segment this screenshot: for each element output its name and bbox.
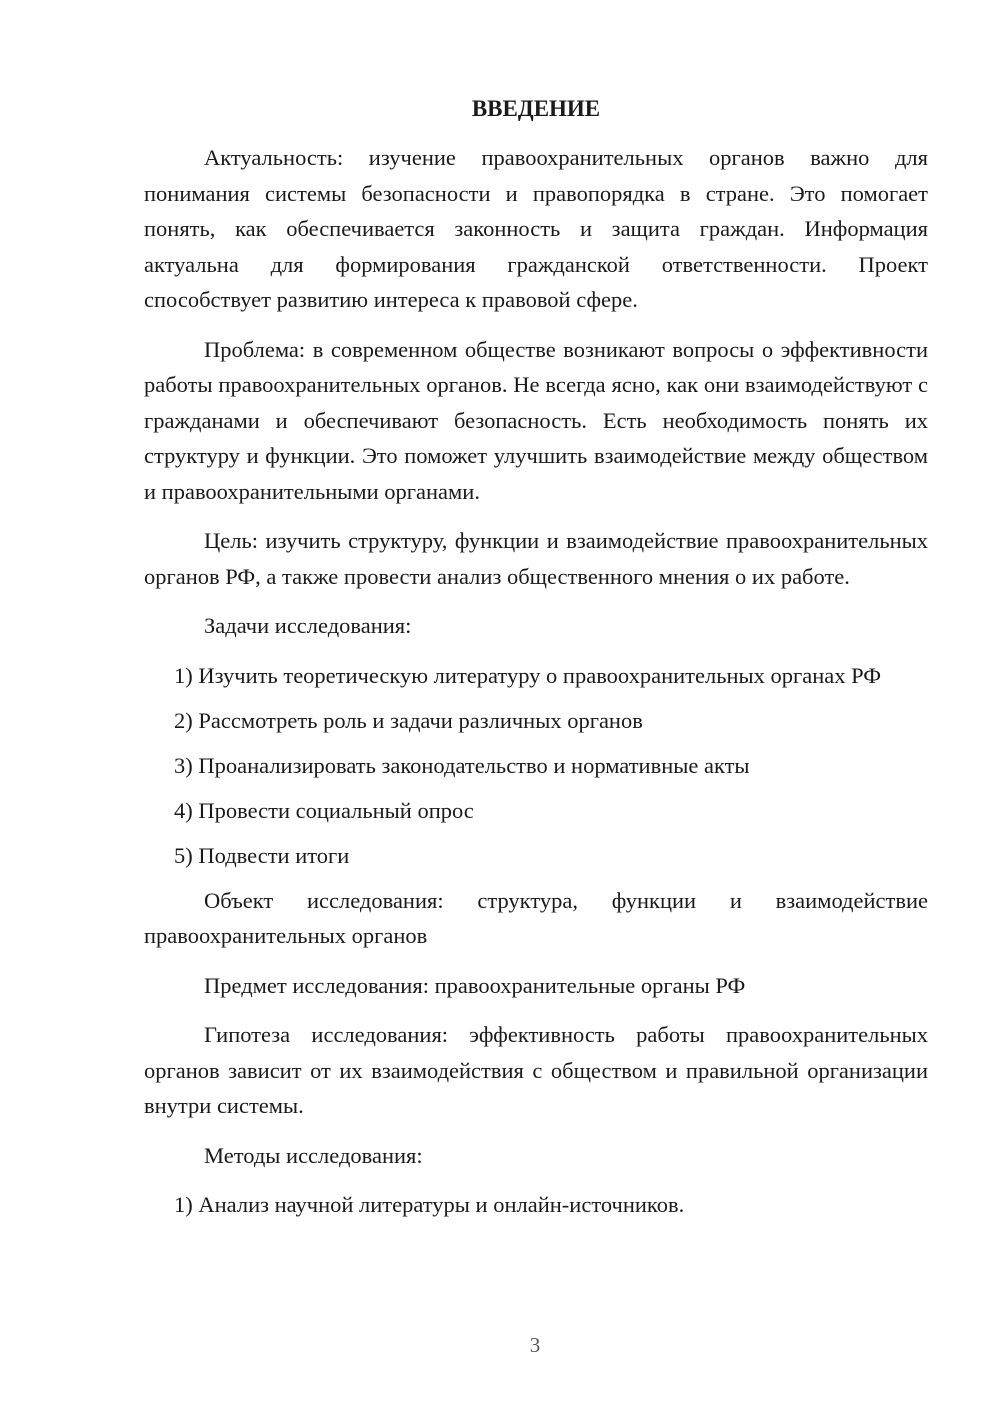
page-title: ВВЕДЕНИЕ bbox=[471, 96, 601, 121]
task-item-4: 4) Провести социальный опрос bbox=[174, 797, 474, 823]
tasks-title: Задачи исследования: bbox=[204, 613, 412, 638]
method-item-1: 1) Анализ научной литературы и онлайн-источников. bbox=[174, 1192, 685, 1217]
relevance-paragraph: Актуальность: изучение правоохранительных органов важно для понимания системы безопасности и правопорядка в стране. Это помогает понять, как обеспечивается законность и защита граждан. Информация актуальна для формирования гражданской ответственности. Проект способствует развитию интереса к правовой сфере. bbox=[144, 145, 928, 312]
goal-paragraph: Цель: изучить структуру, функции и взаимодействие правоохранительных органов РФ, а также провести анализ общественного мнения о их работе. bbox=[144, 528, 928, 589]
task-item-1: 1) Изучить теоретическую литературу о правоохранительных органах РФ bbox=[174, 662, 882, 688]
subject-paragraph: Предмет исследования: правоохранительные органы РФ bbox=[204, 972, 746, 998]
object-paragraph: Объект исследования: структура, функции и взаимодействие правоохранительных органов bbox=[144, 887, 928, 948]
page-number: 3 bbox=[529, 1333, 541, 1357]
problem-paragraph: Проблема: в современном обществе возникают вопросы о эффективности работы правоохранительных органов. Не всегда ясно, как они взаимодействуют с гражданами и обеспечивают безопасность. Есть необходимость понять их структуру и функции. Это поможет улучшить взаимодействие между обществом и правоохранительными органами. bbox=[144, 336, 928, 504]
task-item-2: 2) Рассмотреть роль и задачи различных органов bbox=[174, 707, 643, 733]
task-item-5: 5) Подвести итоги bbox=[174, 842, 350, 868]
hypothesis-paragraph: Гипотеза исследования: эффективность работы правоохранительных органов зависит от их взаимодействия с обществом и правильной организации внутри системы. bbox=[144, 1022, 928, 1118]
document-page bbox=[144, 92, 928, 1232]
methods-title: Методы исследования: bbox=[204, 1142, 423, 1168]
task-item-3: 3) Проанализировать законодательство и нормативные акты bbox=[174, 752, 750, 778]
